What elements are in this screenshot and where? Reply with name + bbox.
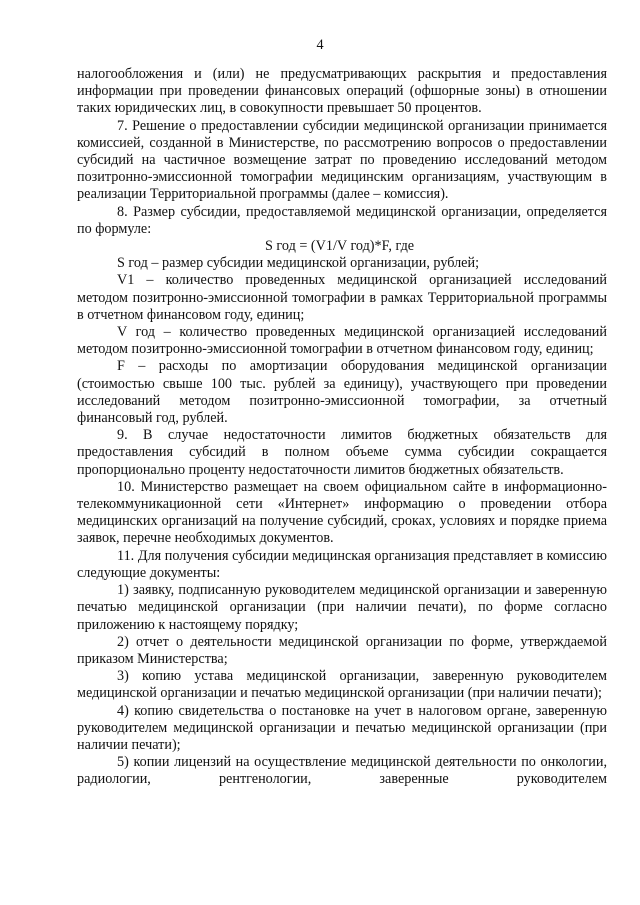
formula-definition-s: S год – размер субсидии медицинской организации, рублей; [117, 255, 480, 272]
page-number: 4 [316, 37, 324, 53]
document-item-2: 2) отчет о деятельности медицинской организации по форме, утверждаемой приказом Министерства; [77, 633, 607, 667]
paragraph-item-8: 8. Размер субсидии, предоставляемой медицинской организации, определяется по формуле: [77, 203, 607, 237]
document-item-4: 4) копию свидетельства о постановке на учет в налоговом органе, заверенную руководителем медицинской организации и печатью медицинской организации (при наличии печати); [77, 702, 607, 753]
paragraph-item-9: 9. В случае недостаточности лимитов бюджетных обязательств для предоставления субсидий в полном объеме сумма субсидии сокращается пропорционально проценту недостаточности лимитов бюджетных обязательств. [77, 427, 607, 478]
paragraph-item-11: 11. Для получения субсидии медицинская организация представляет в комиссию следующие документы: [77, 547, 607, 581]
formula-definition-vgod: V год – количество проведенных медицинской организацией исследований методом позитронно-эмиссионной томографии в отчетном финансовом году, единиц; [77, 324, 607, 358]
document-item-5: 5) копии лицензий на осуществление медицинской деятельности по онкологии, радиологии, рентгенологии, заверенные руководителем [77, 754, 607, 788]
paragraph-continuation: налогообложения и (или) не предусматривающих раскрытия и предоставления информации при проведении финансовых операций (офшорные зоны) в отношении таких юридических лиц, в совокупности превышает 50 процентов. [77, 66, 607, 117]
formula-definition-v1: V1 – количество проведенных медицинской организацией исследований методом позитронно-эмиссионной томографии в рамках Территориальной программы в отчетном финансовом году, единиц; [77, 272, 607, 323]
document-item-3: 3) копию устава медицинской организации, заверенную руководителем медицинской организации и печатью медицинской организации (при наличии печати); [77, 668, 607, 702]
document-item-1: 1) заявку, подписанную руководителем медицинской организации и заверенную печатью медицинской организации (при наличии печати), по форме согласно приложению к настоящему порядку; [77, 582, 607, 633]
subsidy-formula: S год = (V1/V год)*F, где [265, 238, 415, 255]
paragraph-item-10: 10. Министерство размещает на своем официальном сайте в информационно-телекоммуникационной сети «Интернет» информацию о проведении отбора медицинских организаций на получение субсидий, сроках, условиях и порядке приема заявок, перечне необходимых документов. [77, 478, 607, 547]
document-body [77, 66, 607, 789]
paragraph-item-7: 7. Решение о предоставлении субсидии медицинской организации принимается комиссией, созданной в Министерстве, по рассмотрению вопросов о предоставлении субсидий на частичное возмещение затрат по проведению исследований методом позитронно-эмиссионной томографии медицинским организациям, участвующим в реализации Территориальной программы (далее – комиссия). [77, 117, 607, 203]
formula-definition-f: F – расходы по амортизации оборудования медицинской организации (стоимостью свыше 100 тыс. рублей за единицу), участвующего при проведении исследований методом позитронно-эмиссионной томографии, за отчетный финансовый год, рублей. [77, 358, 607, 427]
